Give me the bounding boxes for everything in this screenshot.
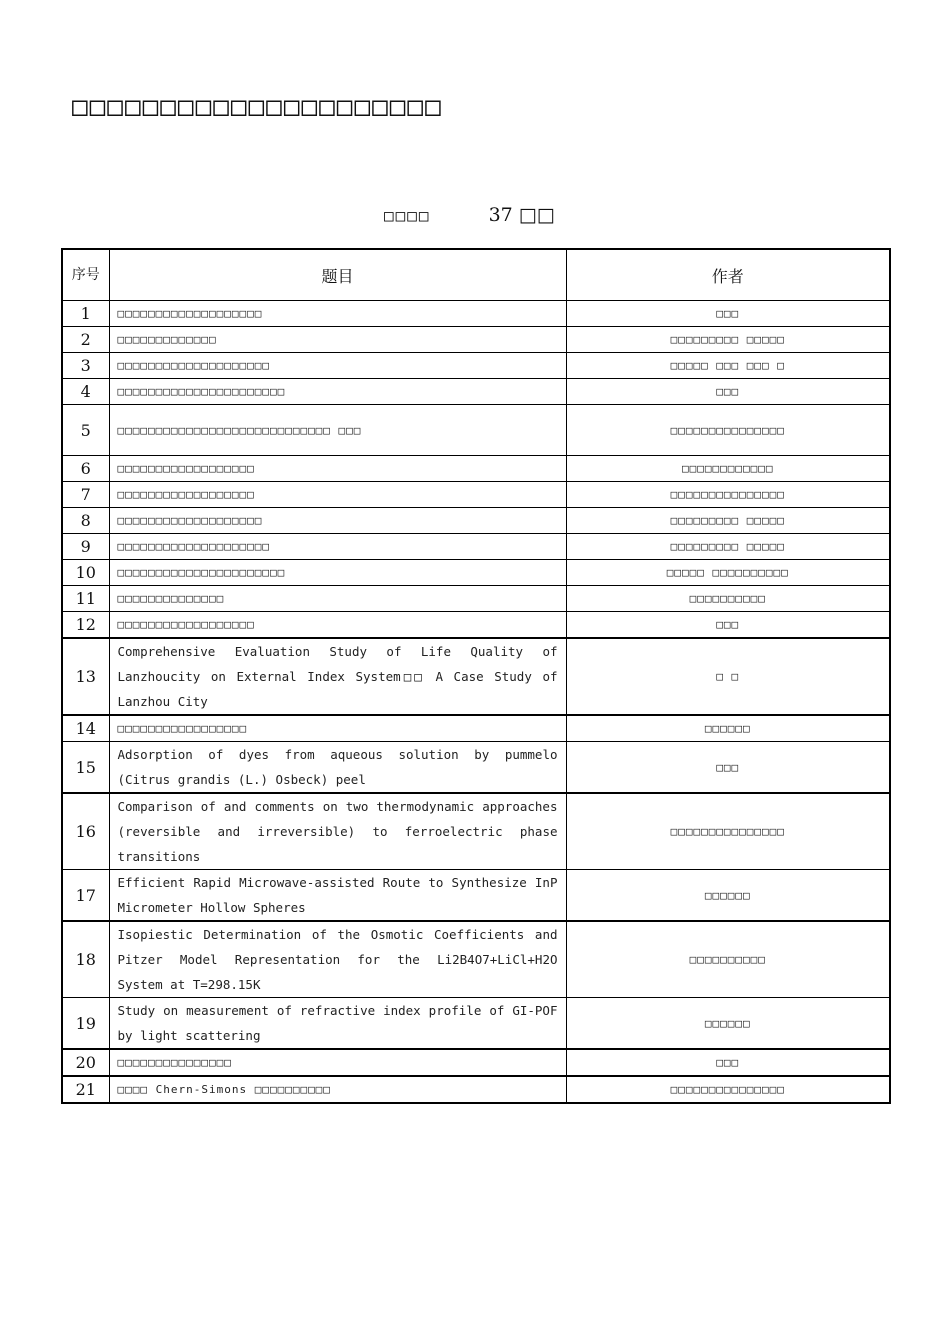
row-author: □□□□□□ xyxy=(566,870,890,922)
table-row xyxy=(62,560,890,586)
table-row xyxy=(62,793,890,870)
row-title: □□□□□□□□□□□□□□□□□□ xyxy=(109,482,566,508)
papers-table xyxy=(61,248,891,1104)
table-row xyxy=(62,612,890,639)
row-title: Adsorption of dyes from aqueous solution by pummelo (Citrus grandis (L.) Osbeck) peel xyxy=(109,742,566,794)
subtitle xyxy=(384,204,555,226)
row-number: 5 xyxy=(62,405,109,456)
table-row xyxy=(62,998,890,1050)
row-title: □□□□□□□□□□□□□ xyxy=(109,327,566,353)
row-title: □□□□□□□□□□□□□□□ xyxy=(109,1049,566,1076)
row-author: □□□□□□□□□□□□□□□ xyxy=(566,1076,890,1103)
row-author: □□□□□□ xyxy=(566,998,890,1050)
row-author: □□□□□ □□□□□□□□□□ xyxy=(566,560,890,586)
row-title: □□□□□□□□□□□□□□□□□□□□□□□□□□□□ □□□ xyxy=(109,405,566,456)
row-number: 8 xyxy=(62,508,109,534)
row-number: 17 xyxy=(62,870,109,922)
row-title: □□□□□□□□□□□□□□□□□□□□□□ xyxy=(109,379,566,405)
row-title: □□□□□□□□□□□□□□□□□□□ xyxy=(109,301,566,327)
row-title: □□□□□□□□□□□□□□ xyxy=(109,586,566,612)
row-author: □□□□□□□□□ □□□□□ xyxy=(566,508,890,534)
row-number: 4 xyxy=(62,379,109,405)
table-row xyxy=(62,1049,890,1076)
header-no: 序号 xyxy=(62,249,109,301)
row-author: □□□ xyxy=(566,742,890,794)
row-author: □□□□□□□□□□□□ xyxy=(566,456,890,482)
row-number: 2 xyxy=(62,327,109,353)
row-author: □□□□□□□□□□□□□□□ xyxy=(566,793,890,870)
row-title: Study on measurement of refractive index profile of GI-POF by light scattering xyxy=(109,998,566,1050)
table-row xyxy=(62,638,890,715)
row-title: □□□□□□□□□□□□□□□□□□□□□□ xyxy=(109,560,566,586)
subtitle-count: 37 □□ xyxy=(488,204,555,226)
row-number: 13 xyxy=(62,638,109,715)
table-row xyxy=(62,742,890,794)
row-number: 16 xyxy=(62,793,109,870)
row-title: □□□□□□□□□□□□□□□□□□ xyxy=(109,612,566,639)
row-number: 18 xyxy=(62,921,109,998)
row-title: Isopiestic Determination of the Osmotic Coefficients and Pitzer Model Representation for the Li2B4O7+LiCl+H2O System at T=298.15K xyxy=(109,921,566,998)
row-number: 3 xyxy=(62,353,109,379)
row-number: 9 xyxy=(62,534,109,560)
row-number: 19 xyxy=(62,998,109,1050)
row-author: □□□ xyxy=(566,379,890,405)
row-title: □□□□□□□□□□□□□□□□□□ xyxy=(109,456,566,482)
row-author: □□□□□□□□□ □□□□□ xyxy=(566,327,890,353)
row-author: □□□□□□ xyxy=(566,715,890,742)
row-title: □□□□ Chern-Simons □□□□□□□□□□ xyxy=(109,1076,566,1103)
table-row xyxy=(62,586,890,612)
row-author: □□□□□□□□□□□□□□□ xyxy=(566,405,890,456)
row-number: 6 xyxy=(62,456,109,482)
row-author: □□□ xyxy=(566,612,890,639)
row-number: 21 xyxy=(62,1076,109,1103)
row-author: □□□ xyxy=(566,301,890,327)
row-number: 1 xyxy=(62,301,109,327)
row-title: □□□□□□□□□□□□□□□□□□□□ xyxy=(109,534,566,560)
row-number: 14 xyxy=(62,715,109,742)
row-author: □□□□□□□□□□ xyxy=(566,921,890,998)
row-title: □□□□□□□□□□□□□□□□□ xyxy=(109,715,566,742)
row-author: □ □ xyxy=(566,638,890,715)
row-title: Comprehensive Evaluation Study of Life Quality of Lanzhoucity on External Index System□□ A Case Study of Lanzhou City xyxy=(109,638,566,715)
table-row xyxy=(62,870,890,922)
row-title: □□□□□□□□□□□□□□□□□□□□ xyxy=(109,353,566,379)
row-title: Comparison of and comments on two thermodynamic approaches (reversible and irreversible) to ferroelectric phase transitions xyxy=(109,793,566,870)
table-row xyxy=(62,921,890,998)
row-author: □□□□□□□□□ □□□□□ xyxy=(566,534,890,560)
table-row xyxy=(62,482,890,508)
table-row xyxy=(62,379,890,405)
row-number: 20 xyxy=(62,1049,109,1076)
row-author: □□□□□ □□□ □□□ □ xyxy=(566,353,890,379)
table-row xyxy=(62,715,890,742)
row-title: □□□□□□□□□□□□□□□□□□□ xyxy=(109,508,566,534)
row-number: 15 xyxy=(62,742,109,794)
subtitle-label: □□□□ xyxy=(384,206,431,225)
table-row xyxy=(62,405,890,456)
row-number: 12 xyxy=(62,612,109,639)
header-title: 题目 xyxy=(109,249,566,301)
row-number: 10 xyxy=(62,560,109,586)
table-row xyxy=(62,327,890,353)
document-title: □□□□□□□□□□□□□□□□□□□□□ xyxy=(72,92,443,122)
table-row xyxy=(62,1076,890,1103)
table-row xyxy=(62,508,890,534)
header-author: 作者 xyxy=(566,249,890,301)
row-number: 11 xyxy=(62,586,109,612)
row-author: □□□ xyxy=(566,1049,890,1076)
row-author: □□□□□□□□□□ xyxy=(566,586,890,612)
table-row xyxy=(62,301,890,327)
table-row xyxy=(62,456,890,482)
row-number: 7 xyxy=(62,482,109,508)
table-row xyxy=(62,353,890,379)
table-row xyxy=(62,534,890,560)
row-author: □□□□□□□□□□□□□□□ xyxy=(566,482,890,508)
row-title: Efficient Rapid Microwave-assisted Route to Synthesize InP Micrometer Hollow Spheres xyxy=(109,870,566,922)
